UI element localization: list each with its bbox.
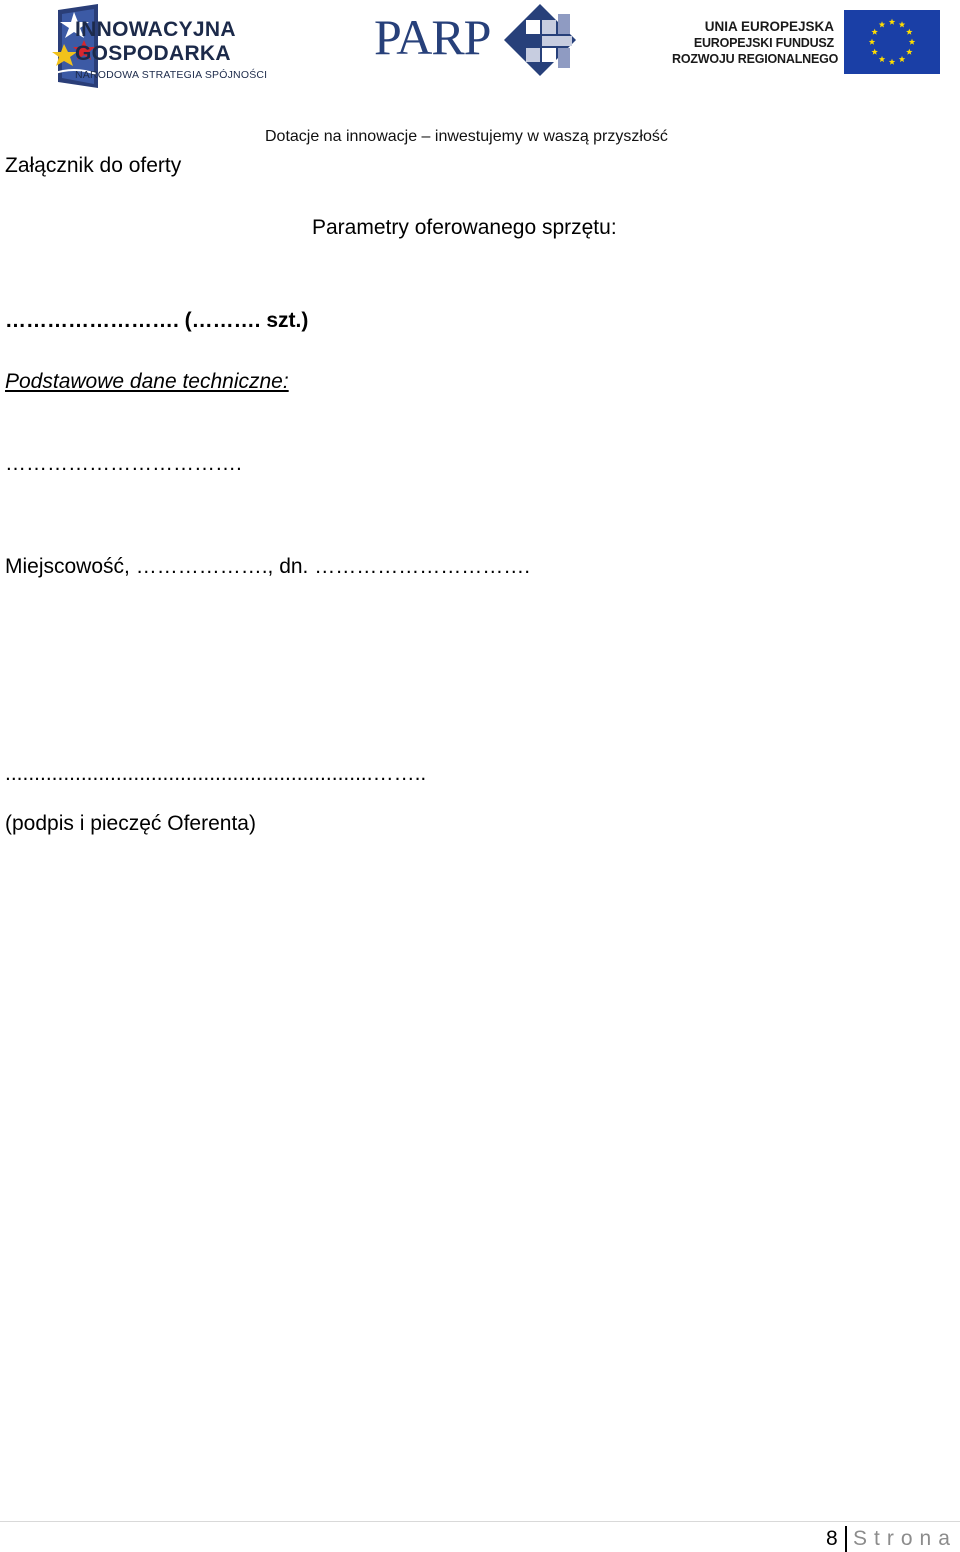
parp-logo-mark bbox=[504, 2, 584, 78]
tech-placeholder: ……………………………. bbox=[5, 452, 242, 475]
eu-text bbox=[672, 19, 839, 67]
eu-line2: EUROPEJSKI FUNDUSZ bbox=[693, 36, 834, 50]
page-separator bbox=[845, 1526, 847, 1552]
ig-line2: GOSPODARKA bbox=[75, 42, 231, 65]
footer-divider bbox=[0, 1521, 960, 1522]
signature-line: ...............................................................…….. bbox=[5, 762, 427, 785]
attachment-label: Załącznik do oferty bbox=[5, 154, 182, 177]
innowacyjna-gospodarka-text bbox=[75, 18, 267, 81]
eu-line1: UNIA EUROPEJSKA bbox=[704, 19, 834, 34]
page-number: 8 bbox=[826, 1527, 838, 1550]
eu-line3: ROZWOJU REGIONALNEGO bbox=[672, 52, 839, 66]
section-title: Parametry oferowanego sprzętu: bbox=[312, 216, 617, 239]
ig-line3: NARODOWA STRATEGIA SPÓJNOŚCI bbox=[75, 69, 268, 81]
ig-line1: INNOWACYJNA bbox=[75, 18, 236, 41]
eu-flag-icon bbox=[844, 10, 940, 74]
place-date-line: Miejscowość, ………………., dn. …………………………. bbox=[5, 555, 531, 578]
signature-caption: (podpis i pieczęć Oferenta) bbox=[5, 812, 256, 835]
tech-heading: Podstawowe dane techniczne: bbox=[5, 370, 289, 393]
header-tagline: Dotacje na innowacje – inwestujemy w waszą przyszłość bbox=[265, 128, 668, 145]
quantity-line: ……………………. (………. szt.) bbox=[5, 309, 309, 332]
parp-logo-text: PARP bbox=[374, 9, 491, 65]
page-word: Strona bbox=[853, 1527, 957, 1550]
